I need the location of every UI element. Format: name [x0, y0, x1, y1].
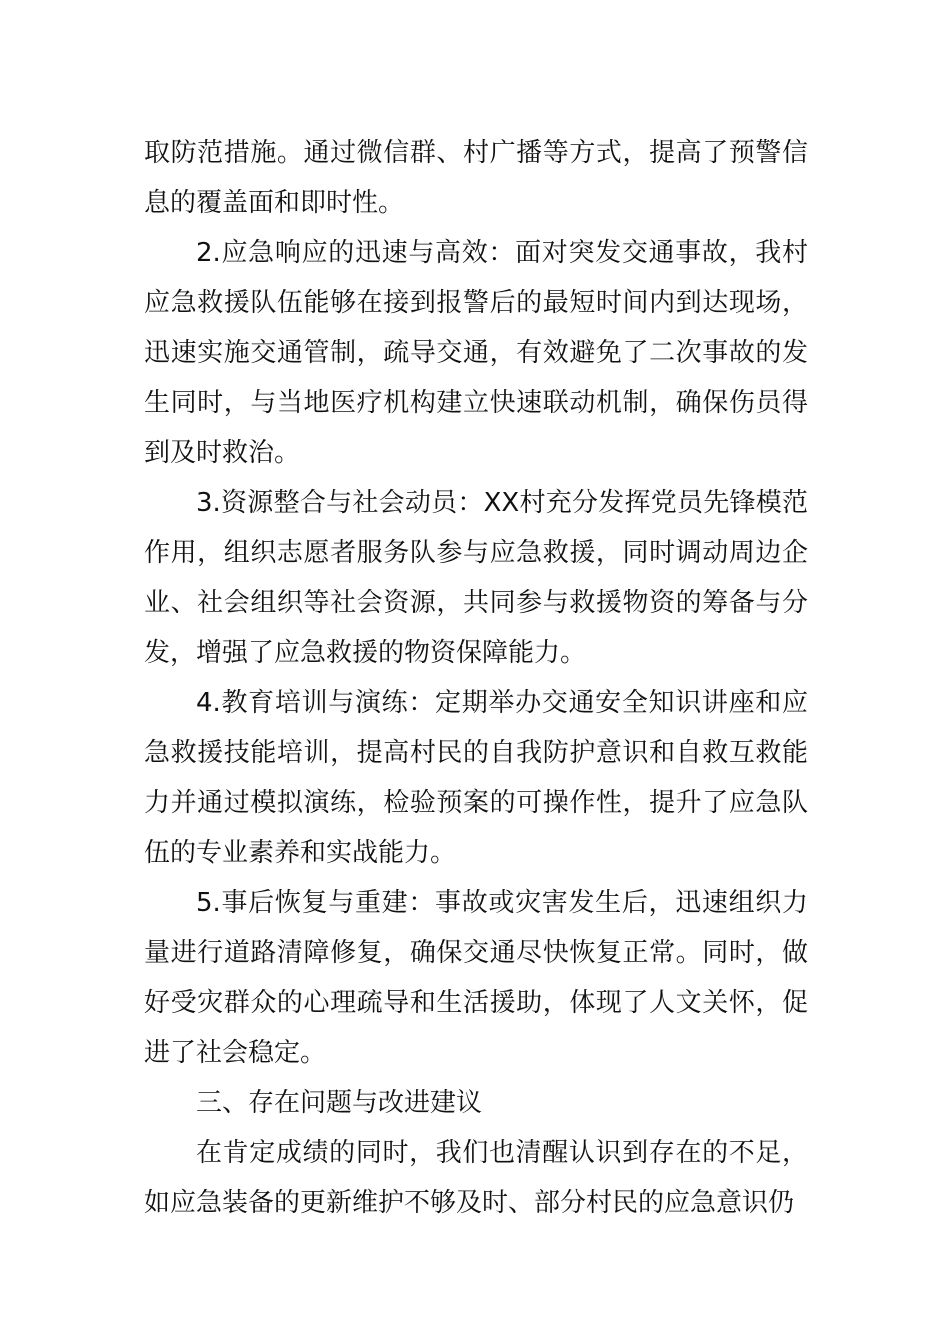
section-heading-problems: 三、存在问题与改进建议	[196, 1088, 483, 1118]
paragraph-training-drills: 4.教育培训与演练：定期举办交通安全知识讲座和应急救援技能培训，提高村民的自我防护意识和自救互救能力并通过模拟演练，检验预案的可操作性，提升了应急队伍的专业素养和实战能力。	[144, 688, 808, 868]
paragraph-continuation: 取防范措施。通过微信群、村广播等方式，提高了预警信息的覆盖面和即时性。	[144, 138, 808, 218]
paragraph-emergency-response: 2.应急响应的迅速与高效：面对突发交通事故，我村应急救援队伍能够在接到报警后的最短时间内到达现场，迅速实施交通管制，疏导交通，有效避免了二次事故的发生同时，与当地医疗机构建立快速联动机制，确保伤员得到及时救治。	[144, 238, 808, 468]
paragraph-resource-integration: 3.资源整合与社会动员：XX村充分发挥党员先锋模范作用，组织志愿者服务队参与应急救援，同时调动周边企业、社会组织等社会资源，共同参与救援物资的筹备与分发，增强了应急救援的物资保障能力。	[144, 488, 808, 668]
paragraph-shortcomings: 在肯定成绩的同时，我们也清醒认识到存在的不足，如应急装备的更新维护不够及时、部分村民的应急意识仍	[144, 1138, 808, 1218]
document-body	[144, 128, 808, 1228]
paragraph-recovery-rebuild: 5.事后恢复与重建：事故或灾害发生后，迅速组织力量进行道路清障修复，确保交通尽快恢复正常。同时，做好受灾群众的心理疏导和生活援助，体现了人文关怀，促进了社会稳定。	[144, 888, 808, 1068]
